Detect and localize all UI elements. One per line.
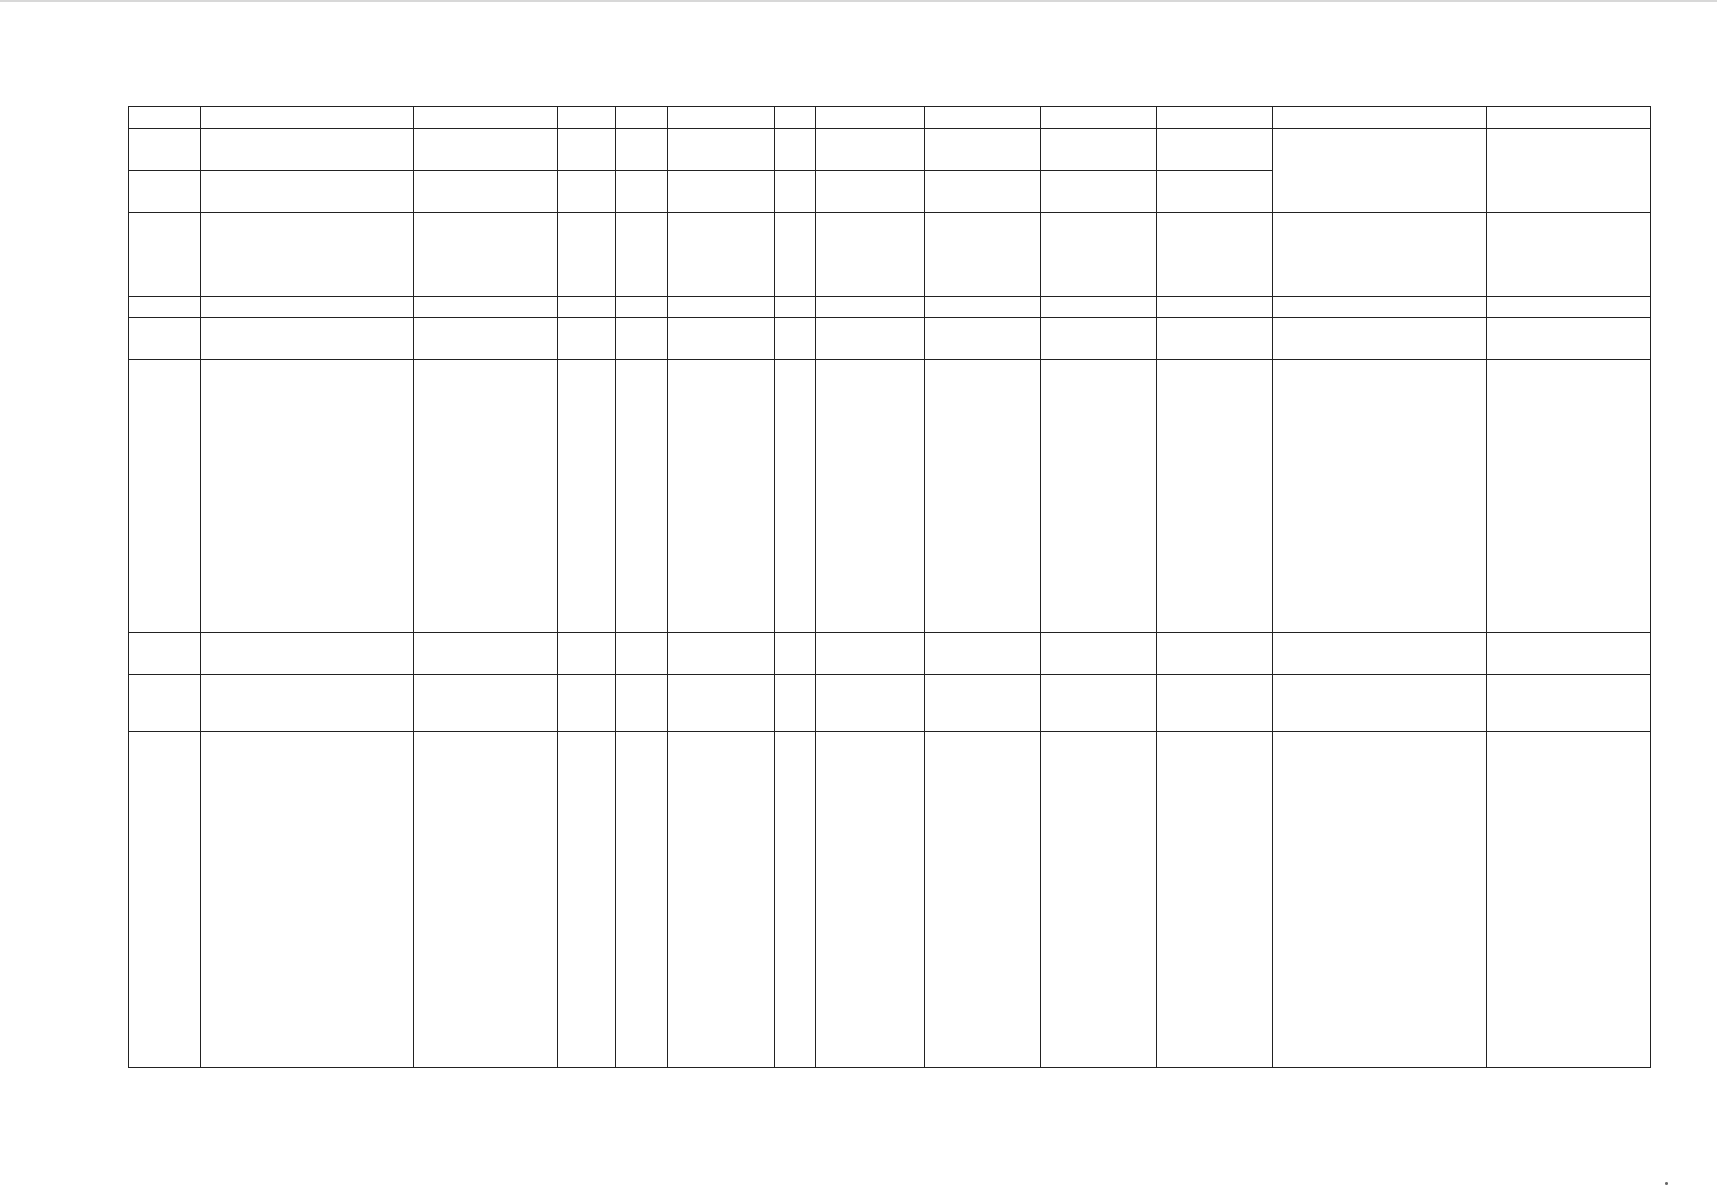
table-cell: [1487, 297, 1651, 318]
table-cell: [1041, 318, 1157, 360]
table-cell: [1487, 675, 1651, 732]
table-cell: [129, 213, 201, 297]
table-cell: [201, 213, 414, 297]
table-cell: [816, 360, 925, 633]
table-cell: [775, 213, 816, 297]
table-cell: [668, 732, 775, 1068]
table-cell: [129, 732, 201, 1068]
table-cell: [1273, 633, 1487, 675]
table-cell: [925, 297, 1041, 318]
table-cell: [1041, 360, 1157, 633]
table-cell: [1041, 213, 1157, 297]
table-cell: [668, 129, 775, 171]
table-cell: [616, 318, 668, 360]
table-cell: [616, 297, 668, 318]
table-cell: [1487, 732, 1651, 1068]
col-header: [1487, 107, 1651, 129]
scan-edge: [0, 0, 1717, 2]
table-cell: [925, 360, 1041, 633]
table-cell: [668, 675, 775, 732]
table-cell: [129, 171, 201, 213]
table-cell: [558, 297, 616, 318]
table-cell: [925, 675, 1041, 732]
table-cell: [414, 129, 558, 171]
table-cell: [414, 675, 558, 732]
table-cell: [1273, 318, 1487, 360]
table-cell: [775, 171, 816, 213]
table-cell: [414, 360, 558, 633]
table-cell: [129, 318, 201, 360]
table-cell: [414, 633, 558, 675]
table-cell: [1487, 318, 1651, 360]
table-cell: [816, 129, 925, 171]
table-cell: [1157, 297, 1273, 318]
table-cell: [129, 675, 201, 732]
table-cell: [668, 171, 775, 213]
table-row: [129, 297, 1651, 318]
table-cell: [414, 732, 558, 1068]
table-row: [129, 675, 1651, 732]
table-cell: [1041, 675, 1157, 732]
table-cell: [201, 171, 414, 213]
table-cell: [558, 171, 616, 213]
table-cell: [925, 129, 1041, 171]
table-cell: [1487, 633, 1651, 675]
table-cell: [816, 213, 925, 297]
table-cell: [816, 318, 925, 360]
table-cell: [816, 732, 925, 1068]
table-cell: [1157, 360, 1273, 633]
table-cell: [616, 171, 668, 213]
table-row: [129, 360, 1651, 633]
table-cell: [668, 360, 775, 633]
col-header: [1157, 107, 1273, 129]
table-cell: [558, 675, 616, 732]
table-cell: [558, 318, 616, 360]
column-number-row: [129, 107, 1651, 129]
table-cell: [129, 297, 201, 318]
table-cell: [668, 213, 775, 297]
col-header: [616, 107, 668, 129]
table-cell: [775, 633, 816, 675]
table-cell: [1273, 129, 1487, 213]
table-cell: [775, 297, 816, 318]
table-cell: [616, 675, 668, 732]
table-cell: [1273, 213, 1487, 297]
table-cell: [1273, 675, 1487, 732]
table-cell: [558, 129, 616, 171]
table-cell: [668, 297, 775, 318]
table-cell: [925, 633, 1041, 675]
col-header: [668, 107, 775, 129]
table-row: [129, 732, 1651, 1068]
table-row: [129, 318, 1651, 360]
table-cell: [1157, 318, 1273, 360]
table-cell: [775, 129, 816, 171]
table-cell: [1487, 213, 1651, 297]
col-header: [129, 107, 201, 129]
table-cell: [558, 213, 616, 297]
table-cell: [201, 360, 414, 633]
col-header: [925, 107, 1041, 129]
col-header: [558, 107, 616, 129]
table-cell: [414, 297, 558, 318]
table-row: [129, 129, 1651, 171]
table-cell: [201, 129, 414, 171]
table-cell: [668, 633, 775, 675]
budget-table: [128, 106, 1651, 1068]
table-cell: [129, 360, 201, 633]
table-cell: [775, 732, 816, 1068]
table-cell: [616, 360, 668, 633]
table-cell: [201, 318, 414, 360]
col-header: [1041, 107, 1157, 129]
table-cell: [816, 633, 925, 675]
table-cell: [1157, 171, 1273, 213]
table-row: [129, 633, 1651, 675]
table-cell: [201, 732, 414, 1068]
table-cell: [201, 633, 414, 675]
table-cell: [1157, 732, 1273, 1068]
table-cell: [775, 360, 816, 633]
col-header: [775, 107, 816, 129]
col-header: [816, 107, 925, 129]
table-cell: [616, 732, 668, 1068]
table-cell: [1157, 633, 1273, 675]
table-cell: [1041, 732, 1157, 1068]
table-cell: [616, 213, 668, 297]
table-cell: [816, 297, 925, 318]
col-header: [201, 107, 414, 129]
col-header: [1273, 107, 1487, 129]
table-cell: [558, 732, 616, 1068]
table-cell: [1041, 171, 1157, 213]
table-cell: [414, 213, 558, 297]
table-cell: [201, 297, 414, 318]
scan-speck: [1665, 1182, 1668, 1185]
table-cell: [925, 213, 1041, 297]
table-cell: [616, 633, 668, 675]
table-cell: [1041, 297, 1157, 318]
table-cell: [925, 732, 1041, 1068]
table-cell: [925, 318, 1041, 360]
table-cell: [129, 129, 201, 171]
table-cell: [414, 318, 558, 360]
table-cell: [1157, 129, 1273, 171]
table-cell: [558, 633, 616, 675]
table-cell: [775, 675, 816, 732]
table-cell: [1273, 360, 1487, 633]
table-cell: [1487, 129, 1651, 213]
table-cell: [1157, 675, 1273, 732]
table-cell: [1041, 633, 1157, 675]
table-cell: [816, 675, 925, 732]
table-cell: [925, 171, 1041, 213]
table-cell: [1487, 360, 1651, 633]
table-cell: [816, 171, 925, 213]
col-header: [414, 107, 558, 129]
table-row: [129, 213, 1651, 297]
table-cell: [1273, 297, 1487, 318]
table-cell: [414, 171, 558, 213]
table-cell: [129, 633, 201, 675]
table-cell: [668, 318, 775, 360]
table-cell: [201, 675, 414, 732]
table-cell: [1157, 213, 1273, 297]
table-cell: [775, 318, 816, 360]
table-cell: [1273, 732, 1487, 1068]
table-cell: [616, 129, 668, 171]
table-cell: [558, 360, 616, 633]
table-cell: [1041, 129, 1157, 171]
